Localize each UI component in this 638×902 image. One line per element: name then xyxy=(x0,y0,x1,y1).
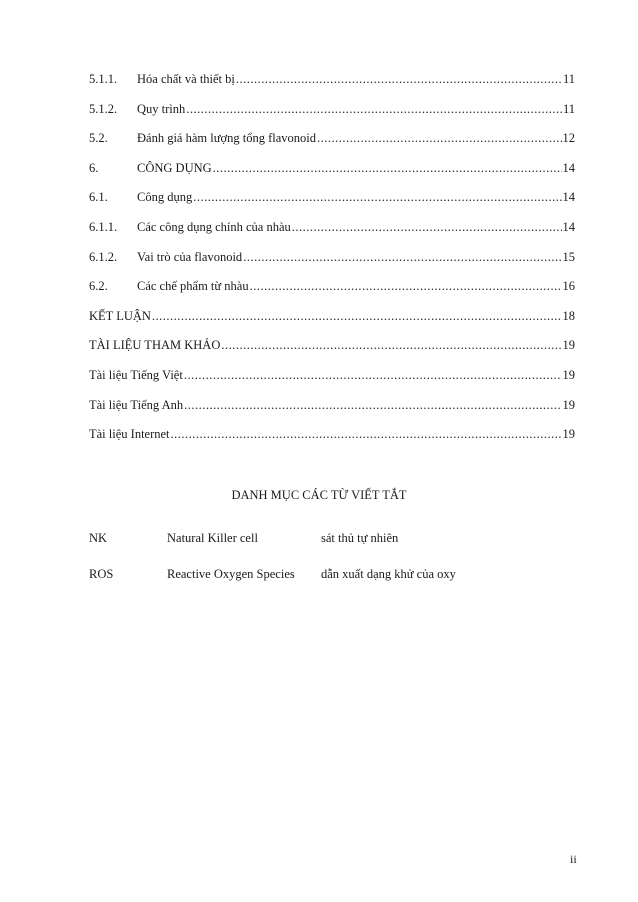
toc-entry-title: Hóa chất và thiết bị xyxy=(137,72,235,86)
toc-entry-page: 16 xyxy=(562,279,575,294)
toc-entry-title: Quy trình xyxy=(137,101,186,116)
toc-entry-title: TÀI LIỆU THAM KHẢO xyxy=(89,338,221,353)
toc-entry-number: 6. xyxy=(89,160,99,175)
toc-entry-page: 18 xyxy=(562,308,575,323)
toc-entry-5-1-2[interactable] xyxy=(89,102,575,132)
table-of-contents xyxy=(89,72,575,457)
toc-entry-page: 15 xyxy=(562,249,575,264)
toc-entry-6[interactable] xyxy=(89,161,575,191)
abbreviation-code: ROS xyxy=(89,567,114,581)
toc-dot-leader xyxy=(184,368,562,383)
toc-dot-leader xyxy=(236,72,562,87)
toc-entry-number: 6.1.1. xyxy=(89,219,118,234)
toc-entry-title: Vai trò của flavonoid xyxy=(137,249,243,264)
toc-entry-title: Đánh giá hàm lượng tổng flavonoid xyxy=(137,131,316,146)
toc-dot-leader xyxy=(250,279,562,294)
toc-entry-title: Tài liệu Tiếng Việt xyxy=(89,367,183,382)
toc-entry-ket-luan[interactable] xyxy=(89,309,575,339)
toc-entry-tai-lieu-tieng-anh[interactable] xyxy=(89,398,575,428)
toc-entry-page: 19 xyxy=(562,338,575,353)
abbreviation-row-ros xyxy=(89,567,549,583)
toc-entry-title: Tài liệu Tiếng Anh xyxy=(89,397,184,412)
toc-entry-title: Tài liệu Internet xyxy=(89,427,170,442)
toc-entry-page: 19 xyxy=(562,427,575,442)
toc-entry-page: 14 xyxy=(562,160,575,175)
toc-entry-number: 6.2. xyxy=(89,279,108,294)
toc-entry-tai-lieu-internet[interactable] xyxy=(89,427,575,457)
toc-entry-6-1-1[interactable] xyxy=(89,220,575,250)
toc-entry-page: 11 xyxy=(562,72,575,86)
abbreviations-heading: DANH MỤC CÁC TỪ VIẾT TẮT xyxy=(231,488,407,502)
toc-dot-leader xyxy=(243,250,561,265)
abbreviation-row-nk xyxy=(89,531,549,547)
abbreviation-vietnamese: sát thủ tự nhiên xyxy=(321,531,399,545)
toc-entry-5-1-1[interactable] xyxy=(89,72,575,102)
toc-dot-leader xyxy=(184,398,561,413)
toc-entry-5-2[interactable] xyxy=(89,131,575,161)
toc-dot-leader xyxy=(292,220,562,235)
toc-entry-number: 5.1.1. xyxy=(89,72,118,86)
toc-entry-6-1-2[interactable] xyxy=(89,250,575,280)
abbreviation-code: NK xyxy=(89,531,108,545)
toc-entry-title: Các chế phẩm từ nhàu xyxy=(137,279,249,294)
toc-dot-leader xyxy=(186,102,562,117)
toc-dot-leader xyxy=(221,338,561,353)
toc-entry-tai-lieu-tieng-viet[interactable] xyxy=(89,368,575,398)
toc-dot-leader xyxy=(152,309,562,324)
toc-entry-title: Công dụng xyxy=(137,190,193,205)
toc-dot-leader xyxy=(171,427,562,442)
page-number: ii xyxy=(570,852,577,866)
toc-entry-page: 19 xyxy=(562,397,575,412)
toc-entry-number: 6.1. xyxy=(89,190,108,205)
toc-entry-title: CÔNG DỤNG xyxy=(137,160,212,175)
toc-entry-6-1[interactable] xyxy=(89,190,575,220)
toc-entry-number: 5.1.2. xyxy=(89,101,118,116)
toc-entry-tai-lieu-tham-khao[interactable] xyxy=(89,338,575,368)
toc-entry-number: 6.1.2. xyxy=(89,249,118,264)
toc-entry-page: 11 xyxy=(562,101,575,116)
toc-dot-leader xyxy=(193,190,561,205)
toc-entry-number: 5.2. xyxy=(89,131,108,146)
toc-dot-leader xyxy=(317,131,562,146)
toc-entry-title: KẾT LUẬN xyxy=(89,308,151,323)
toc-entry-page: 14 xyxy=(562,190,575,205)
abbreviation-vietnamese: dẫn xuất dạng khử của oxy xyxy=(321,567,456,581)
toc-entry-page: 12 xyxy=(562,131,575,146)
toc-entry-page: 14 xyxy=(562,219,575,234)
toc-entry-page: 19 xyxy=(562,367,575,382)
abbreviation-english: Natural Killer cell xyxy=(167,531,258,545)
toc-entry-6-2[interactable] xyxy=(89,279,575,309)
toc-entry-title: Các công dụng chính của nhàu xyxy=(137,219,291,234)
abbreviation-english: Reactive Oxygen Species xyxy=(167,567,295,581)
toc-dot-leader xyxy=(213,161,562,176)
